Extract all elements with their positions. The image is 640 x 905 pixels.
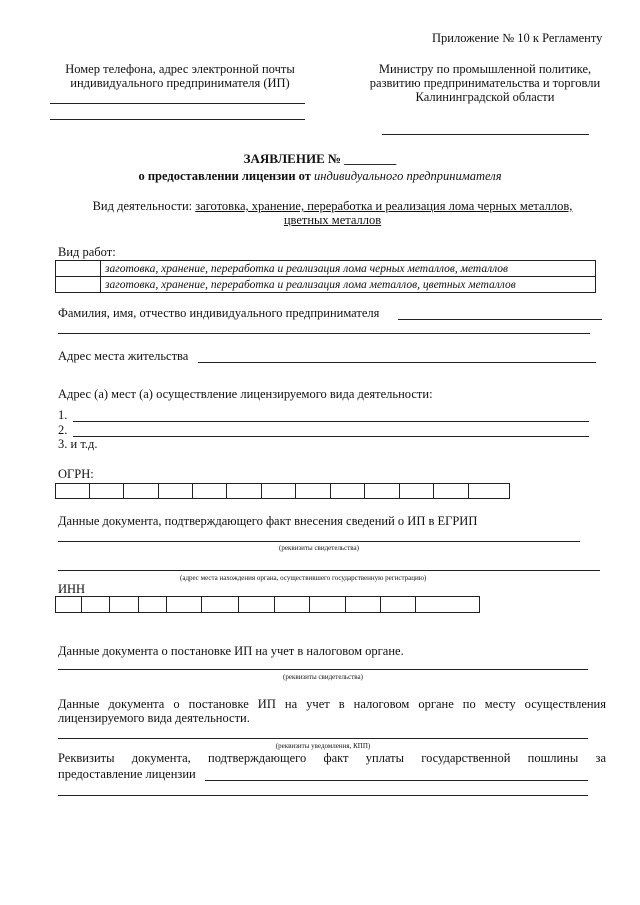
document-title: ЗАЯВЛЕНИЕ № ________ bbox=[243, 151, 397, 166]
inn-cell[interactable] bbox=[381, 597, 416, 612]
inn-cell[interactable] bbox=[346, 597, 381, 612]
egrip-caption-1: (реквизиты свидетельства) bbox=[279, 544, 359, 552]
inn-cell[interactable] bbox=[139, 597, 167, 612]
inn-cell[interactable] bbox=[82, 597, 110, 612]
fee-line2: предоставление лицензии bbox=[58, 767, 196, 781]
applicant-contacts-line2: индивидуального предпринимателя (ИП) bbox=[70, 76, 290, 90]
inn-cells[interactable] bbox=[55, 596, 480, 613]
ogrn-cell[interactable] bbox=[56, 484, 90, 498]
applicant-contacts-line1: Номер телефона, адрес электронной почты bbox=[65, 62, 295, 76]
places-item-1: 1. bbox=[58, 408, 68, 422]
egrip-label: Данные документа, подтверждающего факт внесения сведений о ИП в ЕГРИП bbox=[58, 514, 478, 528]
inn-cell[interactable] bbox=[56, 597, 82, 612]
ogrn-cell[interactable] bbox=[193, 484, 227, 498]
addressee-line2: развитию предпринимательства и торговли bbox=[369, 76, 601, 90]
applicant-contacts-heading bbox=[40, 62, 320, 90]
ogrn-cell[interactable] bbox=[331, 484, 365, 498]
addressee-name-line[interactable] bbox=[382, 134, 589, 135]
addressee-line1: Министру по промышленной политике, bbox=[378, 62, 592, 76]
activity-value-line2: цветных металлов bbox=[283, 213, 382, 227]
contacts-field-line-1[interactable] bbox=[50, 103, 305, 104]
document-subtitle bbox=[100, 169, 540, 183]
activity-type bbox=[60, 199, 605, 227]
subtitle-bold-part: о предоставлении лицензии от bbox=[138, 169, 314, 183]
works-checkbox-cell-2[interactable] bbox=[56, 277, 101, 293]
inn-cell[interactable] bbox=[110, 597, 139, 612]
egrip-caption-2: (адрес места нахождения органа, осуществившего государственную регистрацию) bbox=[180, 574, 427, 582]
works-row-text-1: заготовка, хранение, переработка и реализация лома черных металлов, металлов bbox=[101, 261, 596, 277]
ogrn-cell[interactable] bbox=[400, 484, 434, 498]
ogrn-cell[interactable] bbox=[90, 484, 124, 498]
works-table bbox=[55, 260, 596, 293]
tax-caption: (реквизиты свидетельства) bbox=[283, 673, 363, 681]
residence-label: Адрес места жительства bbox=[58, 349, 189, 363]
inn-cell[interactable] bbox=[239, 597, 275, 612]
fee-field-line-1[interactable] bbox=[205, 780, 588, 781]
appendix-reference: Приложение № 10 к Регламенту bbox=[432, 31, 603, 45]
egrip-field-line-1[interactable] bbox=[58, 541, 580, 542]
works-row bbox=[56, 261, 596, 277]
ogrn-cell[interactable] bbox=[365, 484, 400, 498]
tax-field-line[interactable] bbox=[58, 669, 588, 670]
egrip-field-line-2[interactable] bbox=[58, 570, 600, 571]
addressee-block bbox=[355, 62, 615, 104]
tax-place-line2: лицензируемого вида деятельности. bbox=[58, 711, 250, 725]
inn-label: ИНН bbox=[58, 582, 86, 596]
ogrn-label: ОГРН: bbox=[58, 467, 94, 481]
ogrn-cell[interactable] bbox=[296, 484, 331, 498]
addressee-line3: Калининградской области bbox=[415, 90, 555, 104]
works-row bbox=[56, 277, 596, 293]
activity-label: Вид деятельности: bbox=[92, 199, 196, 213]
tax-label: Данные документа о постановке ИП на учет в налоговом органе. bbox=[58, 644, 404, 658]
residence-field-line[interactable] bbox=[198, 362, 596, 363]
fio-field-line-2[interactable] bbox=[58, 333, 590, 334]
ogrn-cell[interactable] bbox=[124, 484, 159, 498]
inn-cell[interactable] bbox=[310, 597, 346, 612]
works-checkbox-cell-1[interactable] bbox=[56, 261, 101, 277]
inn-cell[interactable] bbox=[416, 597, 449, 612]
works-label: Вид работ: bbox=[58, 245, 116, 259]
tax-place-field-line[interactable] bbox=[58, 738, 588, 739]
tax-place-line1: Данные документа о постановке ИП на учет в налоговом органе по месту осуществления bbox=[58, 697, 606, 711]
works-row-text-2: заготовка, хранение, переработка и реализация лома металлов, цветных металлов bbox=[101, 277, 596, 293]
inn-cell[interactable] bbox=[202, 597, 239, 612]
places-field-line-2[interactable] bbox=[73, 436, 589, 437]
inn-cell[interactable] bbox=[275, 597, 310, 612]
places-field-line-1[interactable] bbox=[73, 421, 589, 422]
inn-cell[interactable] bbox=[167, 597, 202, 612]
fee-field-line-2[interactable] bbox=[58, 795, 588, 796]
places-item-3: 3. и т.д. bbox=[58, 437, 98, 451]
subtitle-italic-part: индивидуального предпринимателя bbox=[314, 169, 502, 183]
fio-field-line-1[interactable] bbox=[398, 319, 602, 320]
contacts-field-line-2[interactable] bbox=[50, 119, 305, 120]
ogrn-cell[interactable] bbox=[262, 484, 296, 498]
tax-place-caption: (реквизиты уведомления, КПП) bbox=[275, 742, 371, 750]
places-item-2: 2. bbox=[58, 423, 68, 437]
ogrn-cell[interactable] bbox=[159, 484, 193, 498]
ogrn-cell[interactable] bbox=[469, 484, 503, 498]
fee-line1: Реквизиты документа, подтверждающего факт уплаты государственной пошлины за bbox=[58, 751, 606, 765]
places-label: Адрес (а) мест (а) осуществление лицензируемого вида деятельности: bbox=[58, 387, 433, 401]
ogrn-cells[interactable] bbox=[55, 483, 510, 499]
activity-value-line1: заготовка, хранение, переработка и реализация лома черных металлов, bbox=[195, 199, 573, 213]
ogrn-cell[interactable] bbox=[227, 484, 262, 498]
ogrn-cell[interactable] bbox=[434, 484, 469, 498]
fio-label: Фамилия, имя, отчество индивидуального предпринимателя bbox=[58, 306, 380, 320]
